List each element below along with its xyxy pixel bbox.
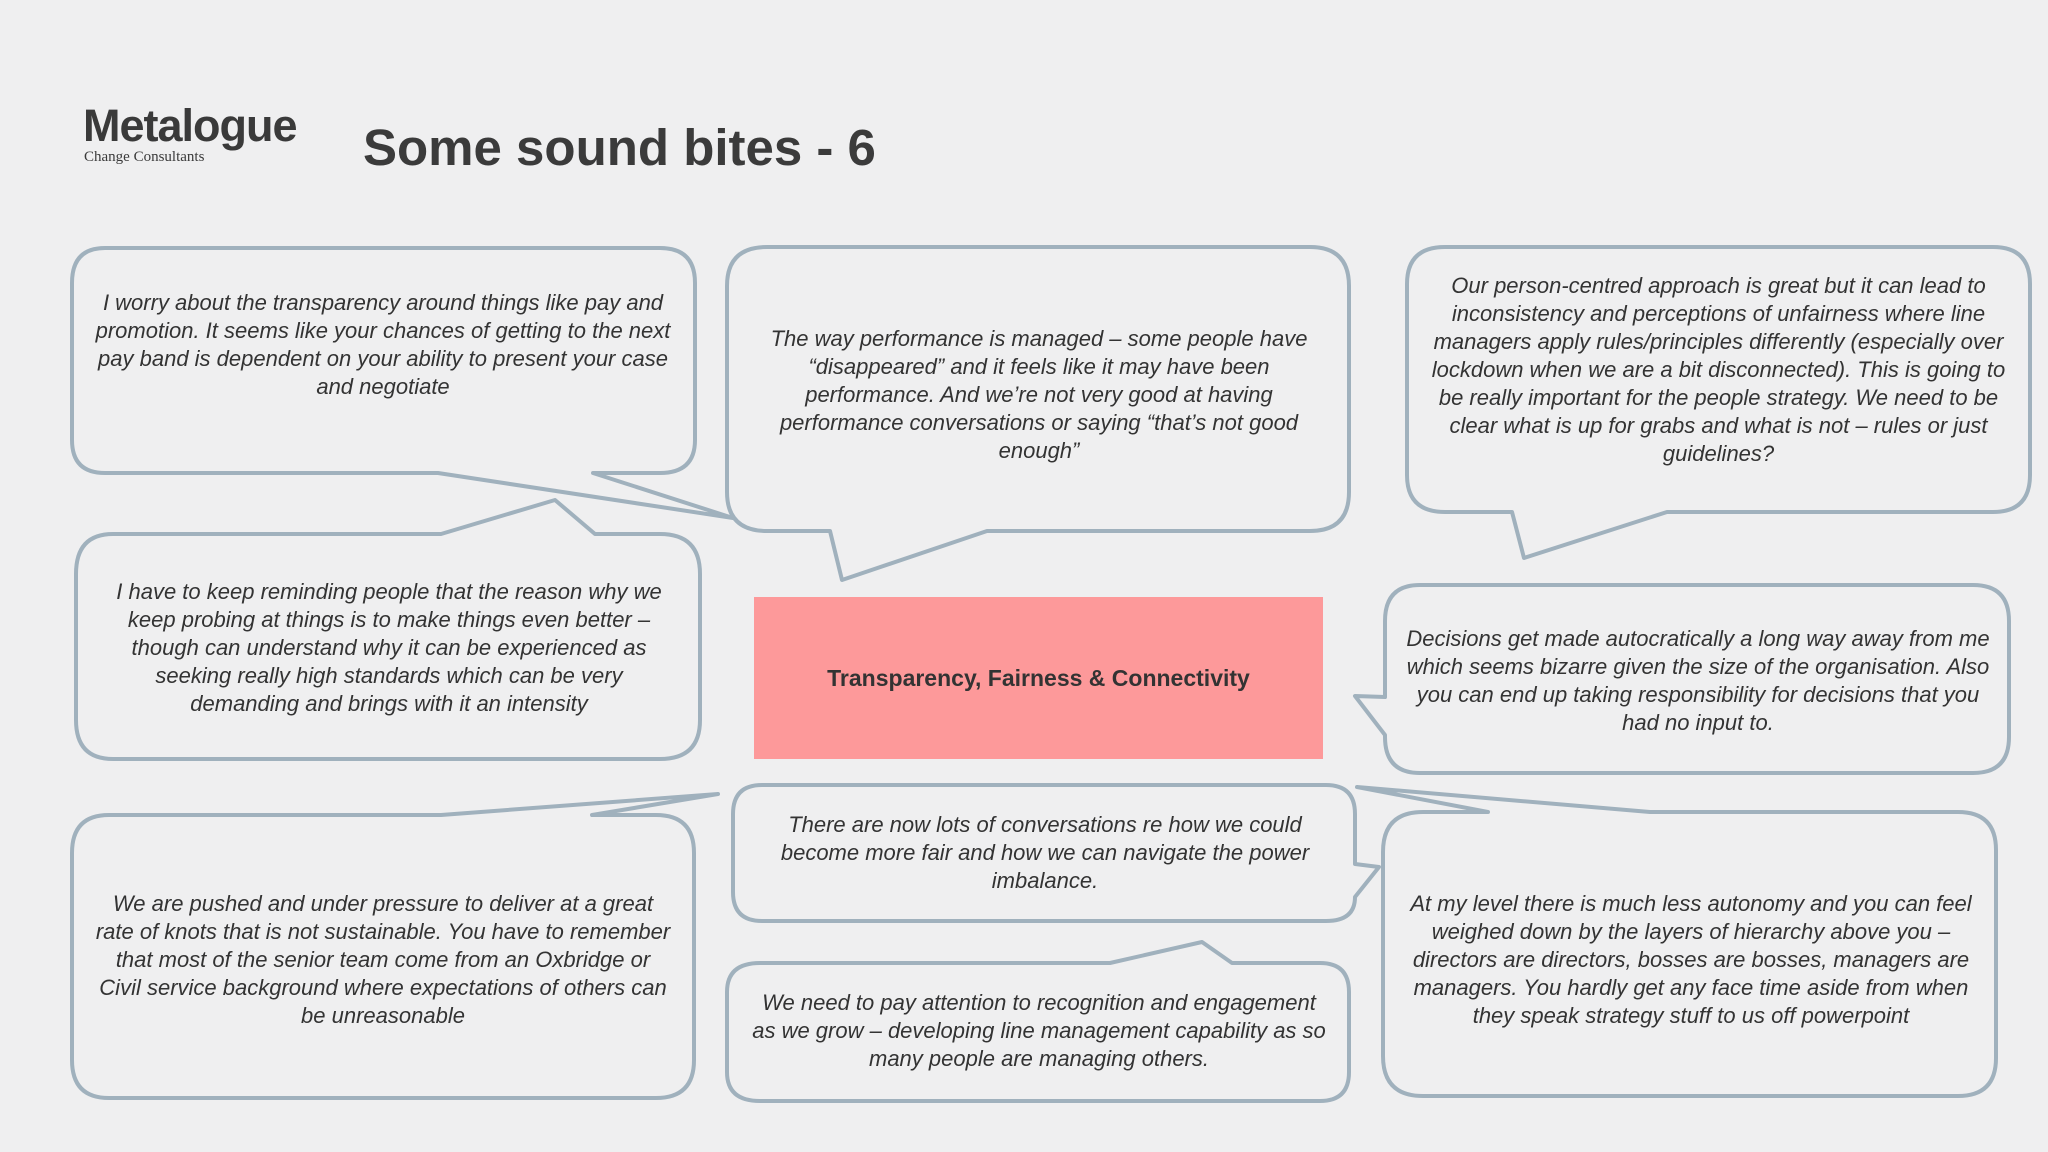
logo-wordmark: Metalogue bbox=[83, 100, 297, 151]
quote-performance: The way performance is managed – some people have “disappeared” and it feels like it may have been performance. And we’re not very good at having performance conversations or saying “that’s not good enough” bbox=[770, 326, 1308, 463]
logo-tagline: Change Consultants bbox=[84, 149, 205, 165]
quote-autonomy: At my level there is much less autonomy and you can feel weighed down by the layers of hierarchy above you – directors are directors, bosses are bosses, managers are managers. You hardly get any face time aside from when they speak strategy stuff to us off powerpoint bbox=[1410, 891, 1972, 1028]
quote-pressure: We are pushed and under pressure to deliver at a great rate of knots that is not sustainable. You have to remember that most of the senior team come from an Oxbridge or Civil service background where expectations of others can be unreasonable bbox=[95, 891, 671, 1028]
quote-recognition: We need to pay attention to recognition and engagement as we grow – developing line management capability as so many people are managing others. bbox=[752, 990, 1326, 1071]
central-theme-box: Transparency, Fairness & Connectivity bbox=[754, 597, 1323, 759]
quote-conversations: There are now lots of conversations re how we could become more fair and how we can navigate the power imbalance. bbox=[780, 811, 1310, 893]
quote-pay-transparency: I worry about the transparency around things like pay and promotion. It seems like your chances of getting to the next pay band is dependent on your ability to present your case and negotiate bbox=[95, 290, 671, 399]
quote-reminding: I have to keep reminding people that the reason why we keep probing at things is to make things even better – though can understand why it can be experienced as seeking really high standards which can be very demanding and brings with it an intensity bbox=[116, 579, 662, 716]
quote-person-centred: Our person-centred approach is great but it can lead to inconsistency and perceptions of unfairness where line managers apply rules/principles differently (especially over lockdown when we are a bit disconnected). This is going to be really important for the people strategy. We need to be clear what is up for grabs and what is not – rules or just guidelines? bbox=[1431, 273, 2006, 466]
quote-decisions: Decisions get made autocratically a long way away from me which seems bizarre given the size of the organisation. Also you can end up taking responsibility for decisions that you had no input to. bbox=[1406, 625, 1990, 735]
slide-title: Some sound bites - 6 bbox=[363, 119, 876, 176]
